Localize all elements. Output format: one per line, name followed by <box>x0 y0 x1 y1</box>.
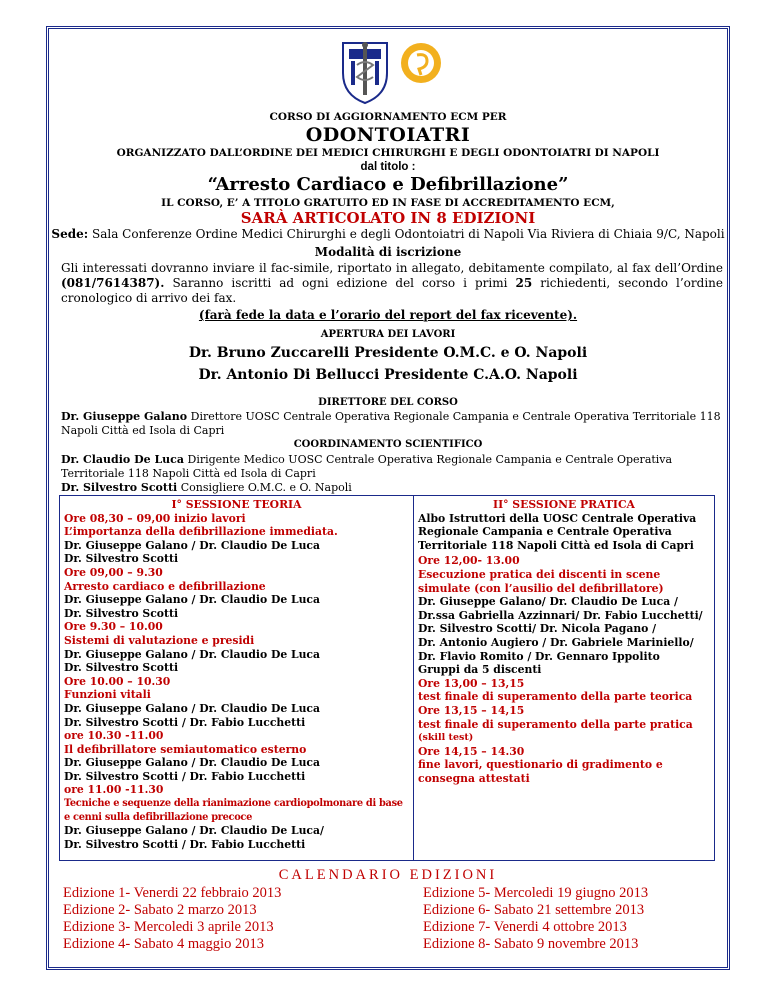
practice-session <box>414 496 714 860</box>
session-speakers: Dr. Giuseppe Galano / Dr. Claudio De Luca/ <box>64 824 324 838</box>
session-topic: L’importanza della defibrillazione immediata. <box>64 525 338 539</box>
session-speakers: Dr. Silvestro Scotti <box>64 661 179 675</box>
coordinator-2-name: Dr. Silvestro Scotti <box>61 481 178 494</box>
calendar-title: CALENDARIO EDIZIONI <box>278 867 498 883</box>
target-audience: ODONTOIATRI <box>305 124 471 146</box>
coordinator-1-text: Dirigente Medico UOSC Centrale Operativa Regionale Campania e Centrale Operativa Territoriale 118 Napoli Città ed Isola di Capri <box>61 453 673 480</box>
director-name: Dr. Giuseppe Galano <box>61 410 188 423</box>
session-speakers: Dr. Giuseppe Galano / Dr. Claudio De Luca <box>64 701 320 715</box>
group-size: Gruppi da 5 discenti <box>418 663 542 677</box>
session-speakers: Dr. Giuseppe Galano / Dr. Claudio De Luca <box>64 593 320 607</box>
course-title: “Arresto Cardiaco e Defibrillazione” <box>207 174 569 195</box>
caduceus-shield-logo <box>339 37 391 105</box>
edition-date: Edizione 6- Sabato 21 settembre 2013 <box>423 902 645 918</box>
session-time: Ore 09,00 – 9.30 <box>64 565 163 579</box>
session-time: ore 10.30 -11.00 <box>64 729 164 743</box>
session-speakers: Dr. Giuseppe Galano/ Dr. Claudio De Luca / <box>418 595 678 609</box>
session-speakers: Dr. Giuseppe Galano / Dr. Claudio De Luca <box>64 538 320 552</box>
session-topic: Esecuzione pratica dei discenti in scene simulate (con l’ausilio del defibrillatore) <box>418 567 664 595</box>
edition-date: Edizione 8- Sabato 9 novembre 2013 <box>423 936 639 952</box>
venue <box>49 227 727 241</box>
director-text: Direttore UOSC Centrale Operativa Regionale Campania e Centrale Operativa Territoriale 118 Napoli Città ed Isola di Capri <box>61 410 721 437</box>
course-free-note: IL CORSO, E’ A TITOLO GRATUITO ED IN FASE DI ACCREDITAMENTO ECM, <box>161 197 615 209</box>
edition-date: Edizione 4- Sabato 4 maggio 2013 <box>63 936 264 952</box>
title-intro: dal titolo : <box>360 161 416 173</box>
edition-date: Edizione 1- Venerdi 22 febbraio 2013 <box>63 885 282 901</box>
session-time: Ore 08,30 – 09,00 inizio lavori <box>64 511 246 525</box>
fax-number: (081/7614387). <box>61 276 165 290</box>
registration-text-3: richiedenti, secondo l’ordine cronologico di arrivo dei fax. <box>61 276 723 305</box>
instructors: Albo Istruttori della UOSC Centrale Operativa Regionale Campania e Centrale Operativa Territoriale 118 Napoli Città ed Isola di Capri <box>418 511 697 552</box>
session-time: Ore 9.30 – 10.00 <box>64 620 163 634</box>
registration-text-2: Saranno iscritti ad ogni edizione del corso i primi <box>164 276 516 290</box>
session-time: Ore 12,00- 13.00 <box>418 554 520 568</box>
organizer: ORGANIZZATO DALL’ORDINE DEI MEDICI CHIRURGHI E DEGLI ODONTOIATRI DI NAPOLI <box>116 147 660 159</box>
session-speakers: Dr. Silvestro Scotti <box>64 606 179 620</box>
session-speakers: Dr. Giuseppe Galano / Dr. Claudio De Luca <box>64 647 320 661</box>
session-speakers: Dr. Silvestro Scotti / Dr. Fabio Lucchetti <box>64 769 306 783</box>
participant-limit: 25 <box>515 276 533 290</box>
coordinator-2-text: Consigliere O.M.C. e O. Napoli <box>177 481 352 494</box>
venue-label: Sede: <box>51 227 89 241</box>
calendar-left <box>63 885 281 953</box>
session-time: Ore 13,00 – 13,15 <box>418 676 525 690</box>
session-speakers: Dr. Silvestro Scotti <box>64 552 179 566</box>
session-topic: Tecniche e sequenze della rianimazione cardiopolmonare di base e cenni sulla defibrillazione precoce <box>64 798 403 823</box>
calendar-right <box>423 885 648 953</box>
coordination-label: COORDINAMENTO SCIENTIFICO <box>293 439 483 450</box>
registration-text-1: Gli interessati dovranno inviare il fac-simile, riportato in allegato, debitamente compilato, al fax dell’Ordine <box>61 261 723 275</box>
registration-text <box>61 261 723 306</box>
session-topic: Funzioni vitali <box>64 688 151 702</box>
session-time: Ore 10.00 – 10.30 <box>64 674 171 688</box>
venue-text: Sala Conferenze Ordine Medici Chirurghi e degli Odontoiatri di Napoli Via Riviera di Chiaia 9/C, Napoli <box>88 227 725 241</box>
session-topic: test finale di superamento della parte teorica <box>418 690 693 704</box>
session-time: Ore 14,15 – 14.30 <box>418 744 525 758</box>
opening-speaker-2: Dr. Antonio Di Bellucci Presidente C.A.O. Napoli <box>198 367 578 383</box>
director-info <box>61 410 723 438</box>
editions-note: SARÀ ARTICOLATO IN 8 EDIZIONI <box>240 209 536 227</box>
director-label: DIRETTORE DEL CORSO <box>318 397 458 408</box>
session-topic-note: (skill test) <box>418 732 474 744</box>
registration-heading: Modalità di iscrizione <box>314 245 462 259</box>
session-topic: Arresto cardiaco e defibrillazione <box>64 579 266 593</box>
session-speakers: Dr.ssa Gabriella Azzinnari/ Dr. Fabio Lucchetti/ <box>418 608 703 622</box>
session-speakers: Dr. Giuseppe Galano / Dr. Claudio De Luca <box>64 756 320 770</box>
session-topic: fine lavori, questionario di gradimento e consegna attestati <box>418 758 663 785</box>
session-topic: test finale di superamento della parte pratica <box>418 717 693 731</box>
theory-session-title: I° SESSIONE TEORIA <box>171 498 302 511</box>
practice-session-title: II° SESSIONE PRATICA <box>493 498 635 511</box>
coordination-info <box>61 453 723 495</box>
session-topic: Sistemi di valutazione e presidi <box>64 633 255 647</box>
session-speakers: Dr. Flavio Romito / Dr. Gennaro Ippolito <box>418 649 660 663</box>
opening-speaker-1: Dr. Bruno Zuccarelli Presidente O.M.C. e O. Napoli <box>188 345 588 361</box>
opening-label: APERTURA DEI LAVORI <box>320 329 456 340</box>
session-time: Ore 13,15 – 14,15 <box>418 703 525 717</box>
session-speakers: Dr. Silvestro Scotti / Dr. Fabio Lucchetti <box>64 837 306 851</box>
logo-area <box>49 37 727 105</box>
session-time: ore 11.00 -11.30 <box>64 783 164 797</box>
sessions-box <box>59 495 715 861</box>
session-speakers: Dr. Silvestro Scotti/ Dr. Nicola Pagano / <box>418 622 657 636</box>
theory-session <box>60 496 414 860</box>
edition-date: Edizione 2- Sabato 2 marzo 2013 <box>63 902 257 918</box>
edition-date: Edizione 7- Venerdi 4 ottobre 2013 <box>423 919 627 935</box>
session-speakers: Dr. Antonio Augiero / Dr. Gabriele Mariniello/ <box>418 635 694 649</box>
gold-circle-logo <box>399 41 443 85</box>
edition-date: Edizione 5- Mercoledi 19 giugno 2013 <box>423 885 649 901</box>
edition-date: Edizione 3- Mercoledi 3 aprile 2013 <box>63 919 274 935</box>
course-type: CORSO DI AGGIORNAMENTO ECM PER <box>269 111 507 123</box>
coordinator-1-name: Dr. Claudio De Luca <box>61 453 185 466</box>
session-speakers: Dr. Silvestro Scotti / Dr. Fabio Lucchetti <box>64 715 306 729</box>
session-topic: Il defibrillatore semiautomatico esterno <box>64 742 307 756</box>
document-page <box>46 26 730 970</box>
fax-report-note: (farà fede la data e l’orario del report del fax ricevente). <box>198 308 578 322</box>
